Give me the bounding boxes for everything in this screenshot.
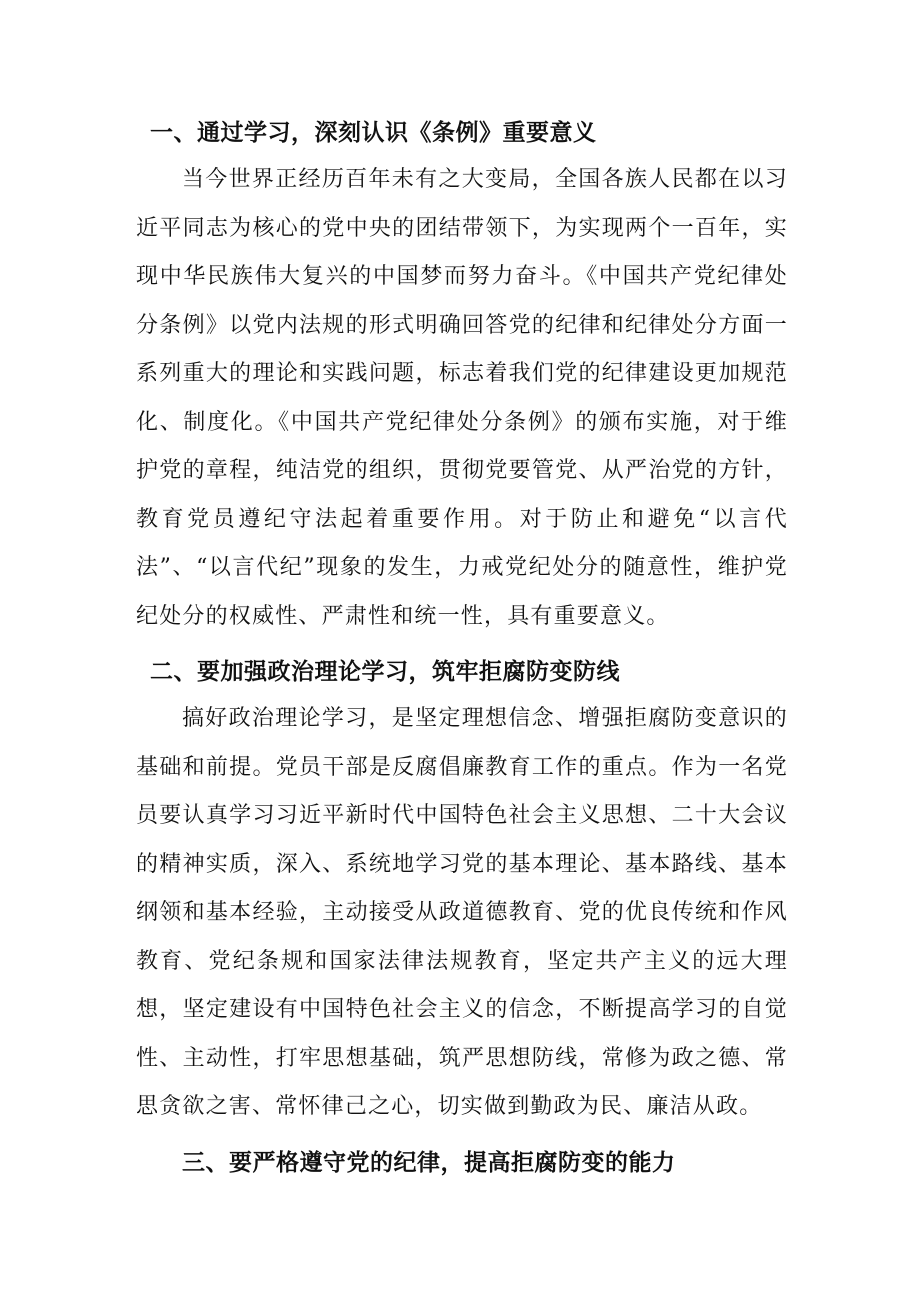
- section-paragraph-1: 当今世界正经历百年未有之大变局，全国各族人民都在以习近平同志为核心的党中央的团结带领下，为实现两个一百年，实现中华民族伟大复兴的中国梦而努力奋斗。《中国共产党纪律处分条例》以党内法规的形式明确回答党的纪律和纪律处分方面一系列重大的理论和实践问题，标志着我们党的纪律建设更加规范化、制度化。《中国共产党纪律处分条例》的颁布实施，对于维护党的章程，纯洁党的组织，贯彻党要管党、从严治党的方针，教育党员遵纪守法起着重要作用。对于防止和避免“以言代法”、“以言代纪”现象的发生，力戒党纪处分的随意性，维护党纪处分的权威性、严肃性和统一性，具有重要意义。: [136, 167, 788, 629]
- document-body: [136, 110, 788, 1186]
- section-heading-3: 三、要严格遵守党的纪律，提高拒腐防变的能力: [182, 1149, 676, 1176]
- section-paragraph-2: 搞好政治理论学习，是坚定理想信念、增强拒腐防变意识的基础和前提。党员干部是反腐倡廉教育工作的重点。作为一名党员要认真学习习近平新时代中国特色社会主义思想、二十大会议的精神实质，深入、系统地学习党的基本理论、基本路线、基本纲领和基本经验，主动接受从政道德教育、党的优良传统和作风教育、党纪条规和国家法律法规教育，坚定共产主义的远大理想，坚定建设有中国特色社会主义的信念，不断提高学习的自觉性、主动性，打牢思想基础，筑严思想防线，常修为政之德、常思贪欲之害、常怀律己之心，切实做到勤政为民、廉洁从政。: [136, 706, 788, 1119]
- section-heading-2: 二、要加强政治理论学习，筑牢拒腐防变防线: [150, 659, 620, 685]
- section-heading-1: 一、通过学习，深刻认识《条例》重要意义: [150, 120, 597, 146]
